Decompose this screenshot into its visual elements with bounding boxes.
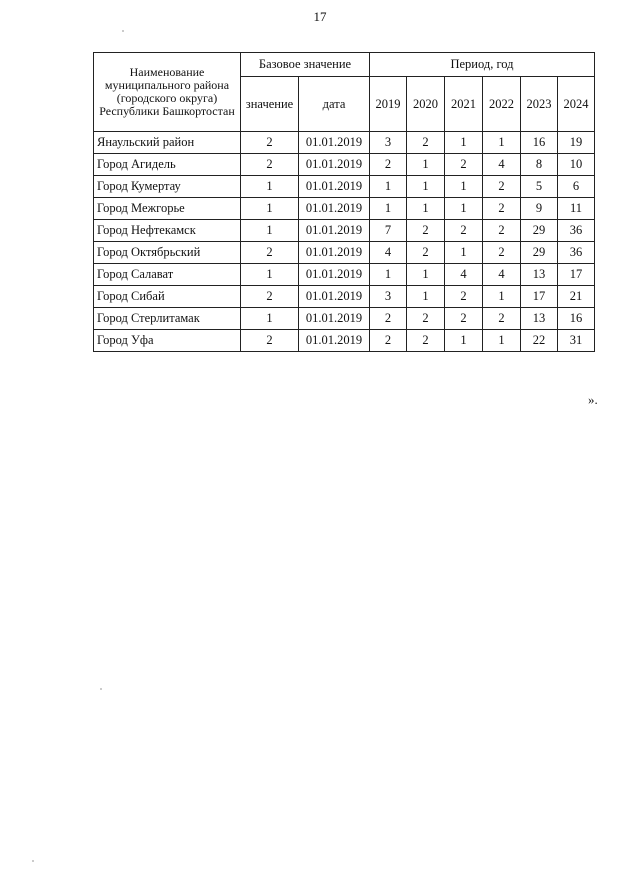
header-year: 2021 [445,77,483,132]
year-value-cell: 10 [558,154,595,176]
year-value-cell: 1 [407,286,445,308]
year-value-cell: 7 [370,220,407,242]
year-value-cell: 17 [558,264,595,286]
year-value-cell: 1 [483,286,521,308]
table-row [94,132,595,154]
year-value-cell: 13 [521,264,558,286]
header-base-group: Базовое значение [241,53,370,77]
year-value-cell: 1 [483,330,521,352]
header-base-value: значение [241,77,299,132]
year-value-cell: 1 [445,132,483,154]
year-value-cell: 5 [521,176,558,198]
year-value-cell: 1 [407,264,445,286]
year-value-cell: 2 [445,220,483,242]
year-value-cell: 1 [445,198,483,220]
row-name-cell: Город Октябрьский [94,242,241,264]
page-number: 17 [313,9,327,24]
scan-speck [32,860,34,862]
base-date-cell: 01.01.2019 [299,176,370,198]
header-year: 2019 [370,77,407,132]
base-date-cell: 01.01.2019 [299,330,370,352]
table-row [94,198,595,220]
year-value-cell: 4 [483,154,521,176]
row-name-cell: Город Нефтекамск [94,220,241,242]
year-value-cell: 1 [445,330,483,352]
table-row [94,176,595,198]
year-value-cell: 16 [521,132,558,154]
base-value-cell: 2 [241,154,299,176]
header-year: 2020 [407,77,445,132]
row-name-cell: Город Агидель [94,154,241,176]
base-date-cell: 01.01.2019 [299,264,370,286]
year-value-cell: 2 [370,308,407,330]
table-row [94,154,595,176]
header-period-group: Период, год [370,53,595,77]
year-value-cell: 1 [407,198,445,220]
year-value-cell: 2 [407,132,445,154]
base-value-cell: 2 [241,330,299,352]
year-value-cell: 1 [370,264,407,286]
year-value-cell: 2 [370,154,407,176]
table-row [94,242,595,264]
year-value-cell: 36 [558,242,595,264]
base-value-cell: 1 [241,264,299,286]
year-value-cell: 1 [445,176,483,198]
year-value-cell: 4 [483,264,521,286]
year-value-cell: 8 [521,154,558,176]
year-value-cell: 36 [558,220,595,242]
base-date-cell: 01.01.2019 [299,286,370,308]
year-value-cell: 9 [521,198,558,220]
year-value-cell: 1 [445,242,483,264]
header-base-date: дата [299,77,370,132]
scan-speck [100,688,102,690]
year-value-cell: 2 [483,220,521,242]
year-value-cell: 1 [407,176,445,198]
year-value-cell: 22 [521,330,558,352]
year-value-cell: 2 [483,198,521,220]
year-value-cell: 29 [521,220,558,242]
year-value-cell: 21 [558,286,595,308]
base-value-cell: 1 [241,198,299,220]
header-name-col: Наименование муниципального района (городского округа) Республики Башкортостан [94,53,241,132]
year-value-cell: 29 [521,242,558,264]
year-value-cell: 1 [407,154,445,176]
year-value-cell: 16 [558,308,595,330]
header-year: 2024 [558,77,595,132]
base-date-cell: 01.01.2019 [299,198,370,220]
year-value-cell: 17 [521,286,558,308]
year-value-cell: 2 [483,242,521,264]
row-name-cell: Янаульский район [94,132,241,154]
row-name-cell: Город Уфа [94,330,241,352]
base-value-cell: 2 [241,242,299,264]
year-value-cell: 4 [370,242,407,264]
table-row [94,286,595,308]
year-value-cell: 2 [407,242,445,264]
year-value-cell: 2 [445,286,483,308]
year-value-cell: 2 [483,308,521,330]
base-value-cell: 1 [241,176,299,198]
base-value-cell: 2 [241,132,299,154]
year-value-cell: 4 [445,264,483,286]
year-value-cell: 3 [370,132,407,154]
year-value-cell: 1 [370,198,407,220]
row-name-cell: Город Межгорье [94,198,241,220]
table-body [94,132,595,352]
header-year: 2022 [483,77,521,132]
year-value-cell: 31 [558,330,595,352]
year-value-cell: 2 [445,154,483,176]
year-value-cell: 2 [407,220,445,242]
header-year: 2023 [521,77,558,132]
year-value-cell: 2 [407,330,445,352]
year-value-cell: 3 [370,286,407,308]
table-row [94,308,595,330]
closing-quote: ». [588,392,598,407]
row-name-cell: Город Кумертау [94,176,241,198]
base-date-cell: 01.01.2019 [299,308,370,330]
table-row [94,220,595,242]
table-row [94,330,595,352]
year-value-cell: 2 [370,330,407,352]
indicator-table [93,52,595,352]
base-value-cell: 1 [241,220,299,242]
year-value-cell: 13 [521,308,558,330]
scan-speck [122,30,124,32]
year-value-cell: 19 [558,132,595,154]
year-value-cell: 11 [558,198,595,220]
year-value-cell: 2 [407,308,445,330]
year-value-cell: 1 [483,132,521,154]
year-value-cell: 2 [445,308,483,330]
base-date-cell: 01.01.2019 [299,154,370,176]
base-date-cell: 01.01.2019 [299,220,370,242]
row-name-cell: Город Сибай [94,286,241,308]
year-value-cell: 2 [483,176,521,198]
row-name-cell: Город Стерлитамак [94,308,241,330]
table-row [94,264,595,286]
base-date-cell: 01.01.2019 [299,132,370,154]
row-name-cell: Город Салават [94,264,241,286]
base-value-cell: 2 [241,286,299,308]
base-value-cell: 1 [241,308,299,330]
base-date-cell: 01.01.2019 [299,242,370,264]
year-value-cell: 1 [370,176,407,198]
year-value-cell: 6 [558,176,595,198]
